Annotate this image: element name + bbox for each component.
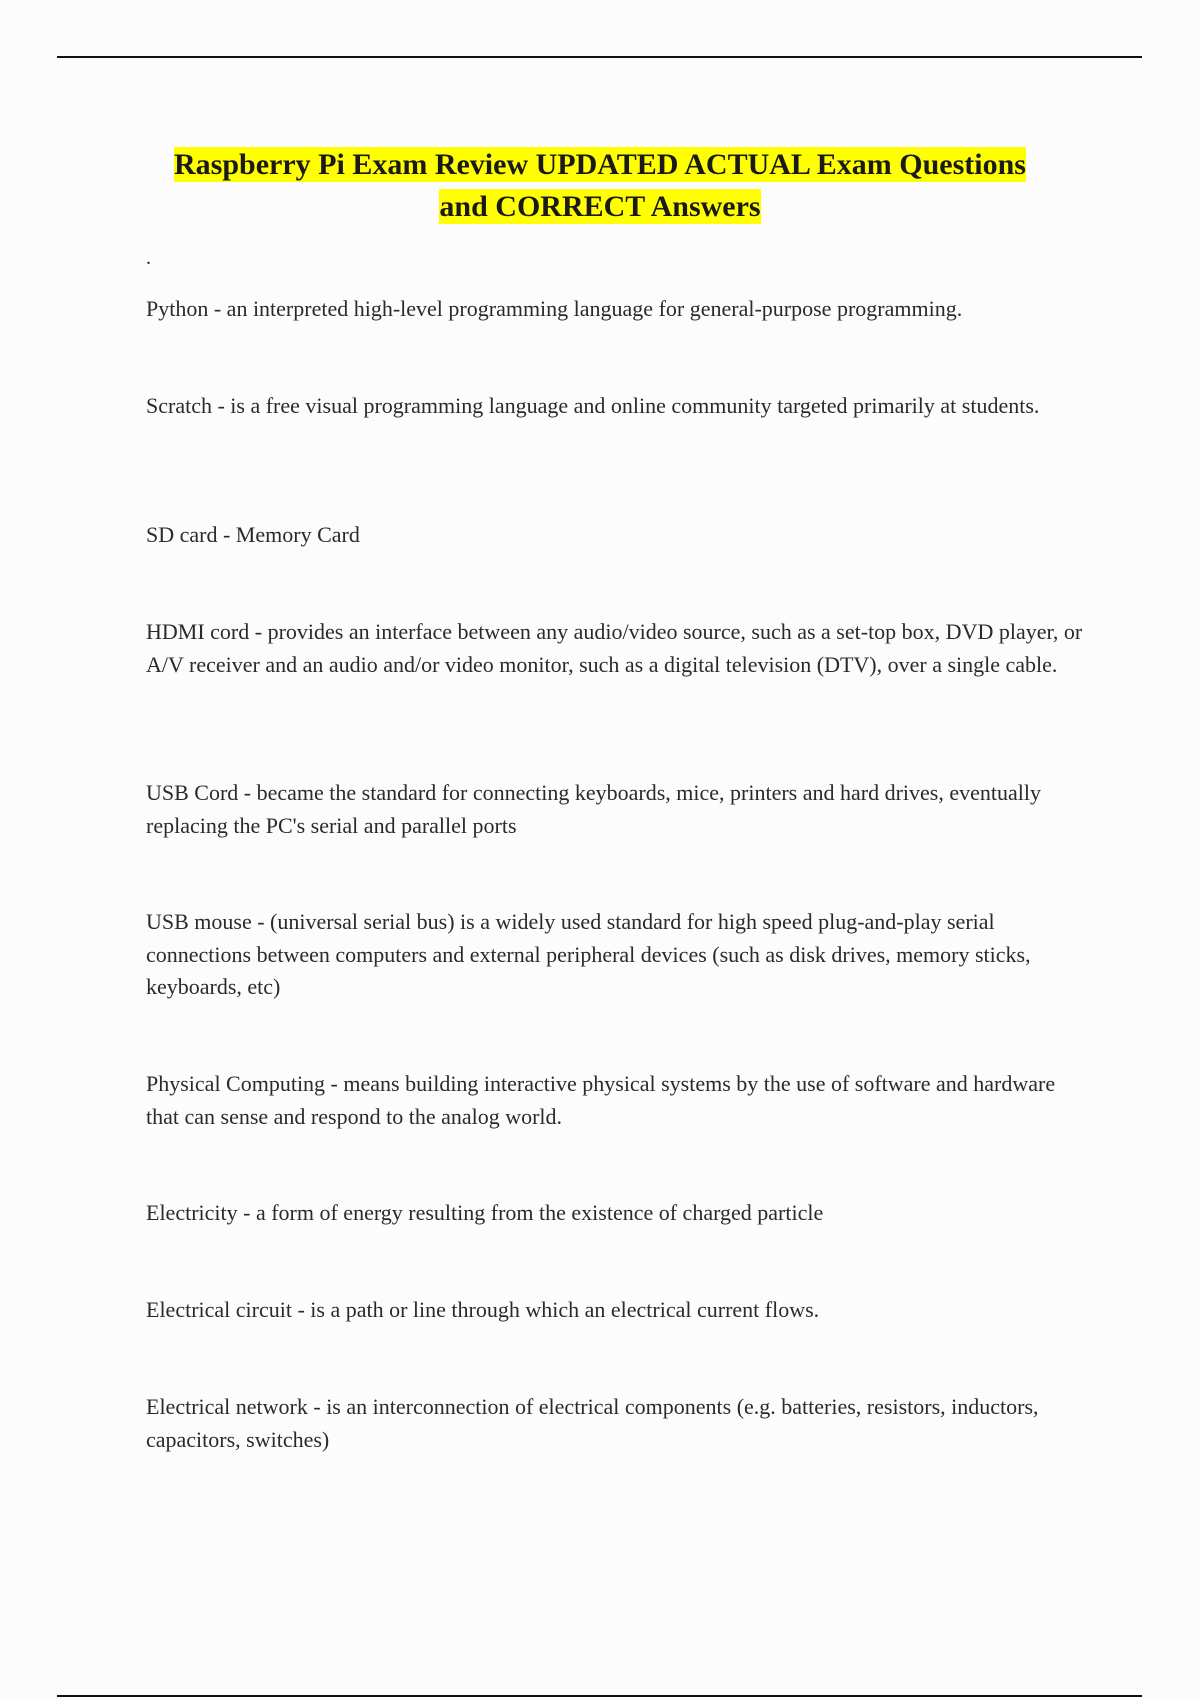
top-rule [57,56,1142,58]
bottom-rule [57,1695,1142,1697]
document-title [100,144,1100,228]
separator-dot: . [146,247,151,269]
entry-electrical-network: Electrical network - is an interconnection of electrical components (e.g. batteries, resistors, inductors, capacitors, switches) [146,1394,1039,1452]
entry-sd-card: SD card - Memory Card [146,522,360,547]
entry-python: Python - an interpreted high-level programming language for general-purpose programming. [146,296,963,321]
entry-usb-cord: USB Cord - became the standard for connecting keyboards, mice, printers and hard drives, eventually replacing the PC's serial and parallel ports [146,780,1041,838]
entry-usb-mouse: USB mouse - (universal serial bus) is a widely used standard for high speed plug-and-play serial connections between computers and external peripheral devices (such as disk drives, memory sticks, keyboards, etc) [146,909,1031,999]
entry-scratch: Scratch - is a free visual programming language and online community targeted primarily at students. [146,393,1040,418]
entry-physical-computing: Physical Computing - means building interactive physical systems by the use of software and hardware that can sense and respond to the analog world. [146,1071,1056,1129]
title-line-1: Raspberry Pi Exam Review UPDATED ACTUAL Exam Questions [174,148,1026,181]
entry-hdmi-cord: HDMI cord - provides an interface between any audio/video source, such as a set-top box, DVD player, or A/V receiver and an audio and/or video monitor, such as a digital television (DTV), over a single cable. [146,619,1083,677]
entry-electrical-circuit: Electrical circuit - is a path or line through which an electrical current flows. [146,1297,820,1322]
entry-electricity: Electricity - a form of energy resulting from the existence of charged particle [146,1200,824,1225]
title-line-2: and CORRECT Answers [439,190,761,223]
